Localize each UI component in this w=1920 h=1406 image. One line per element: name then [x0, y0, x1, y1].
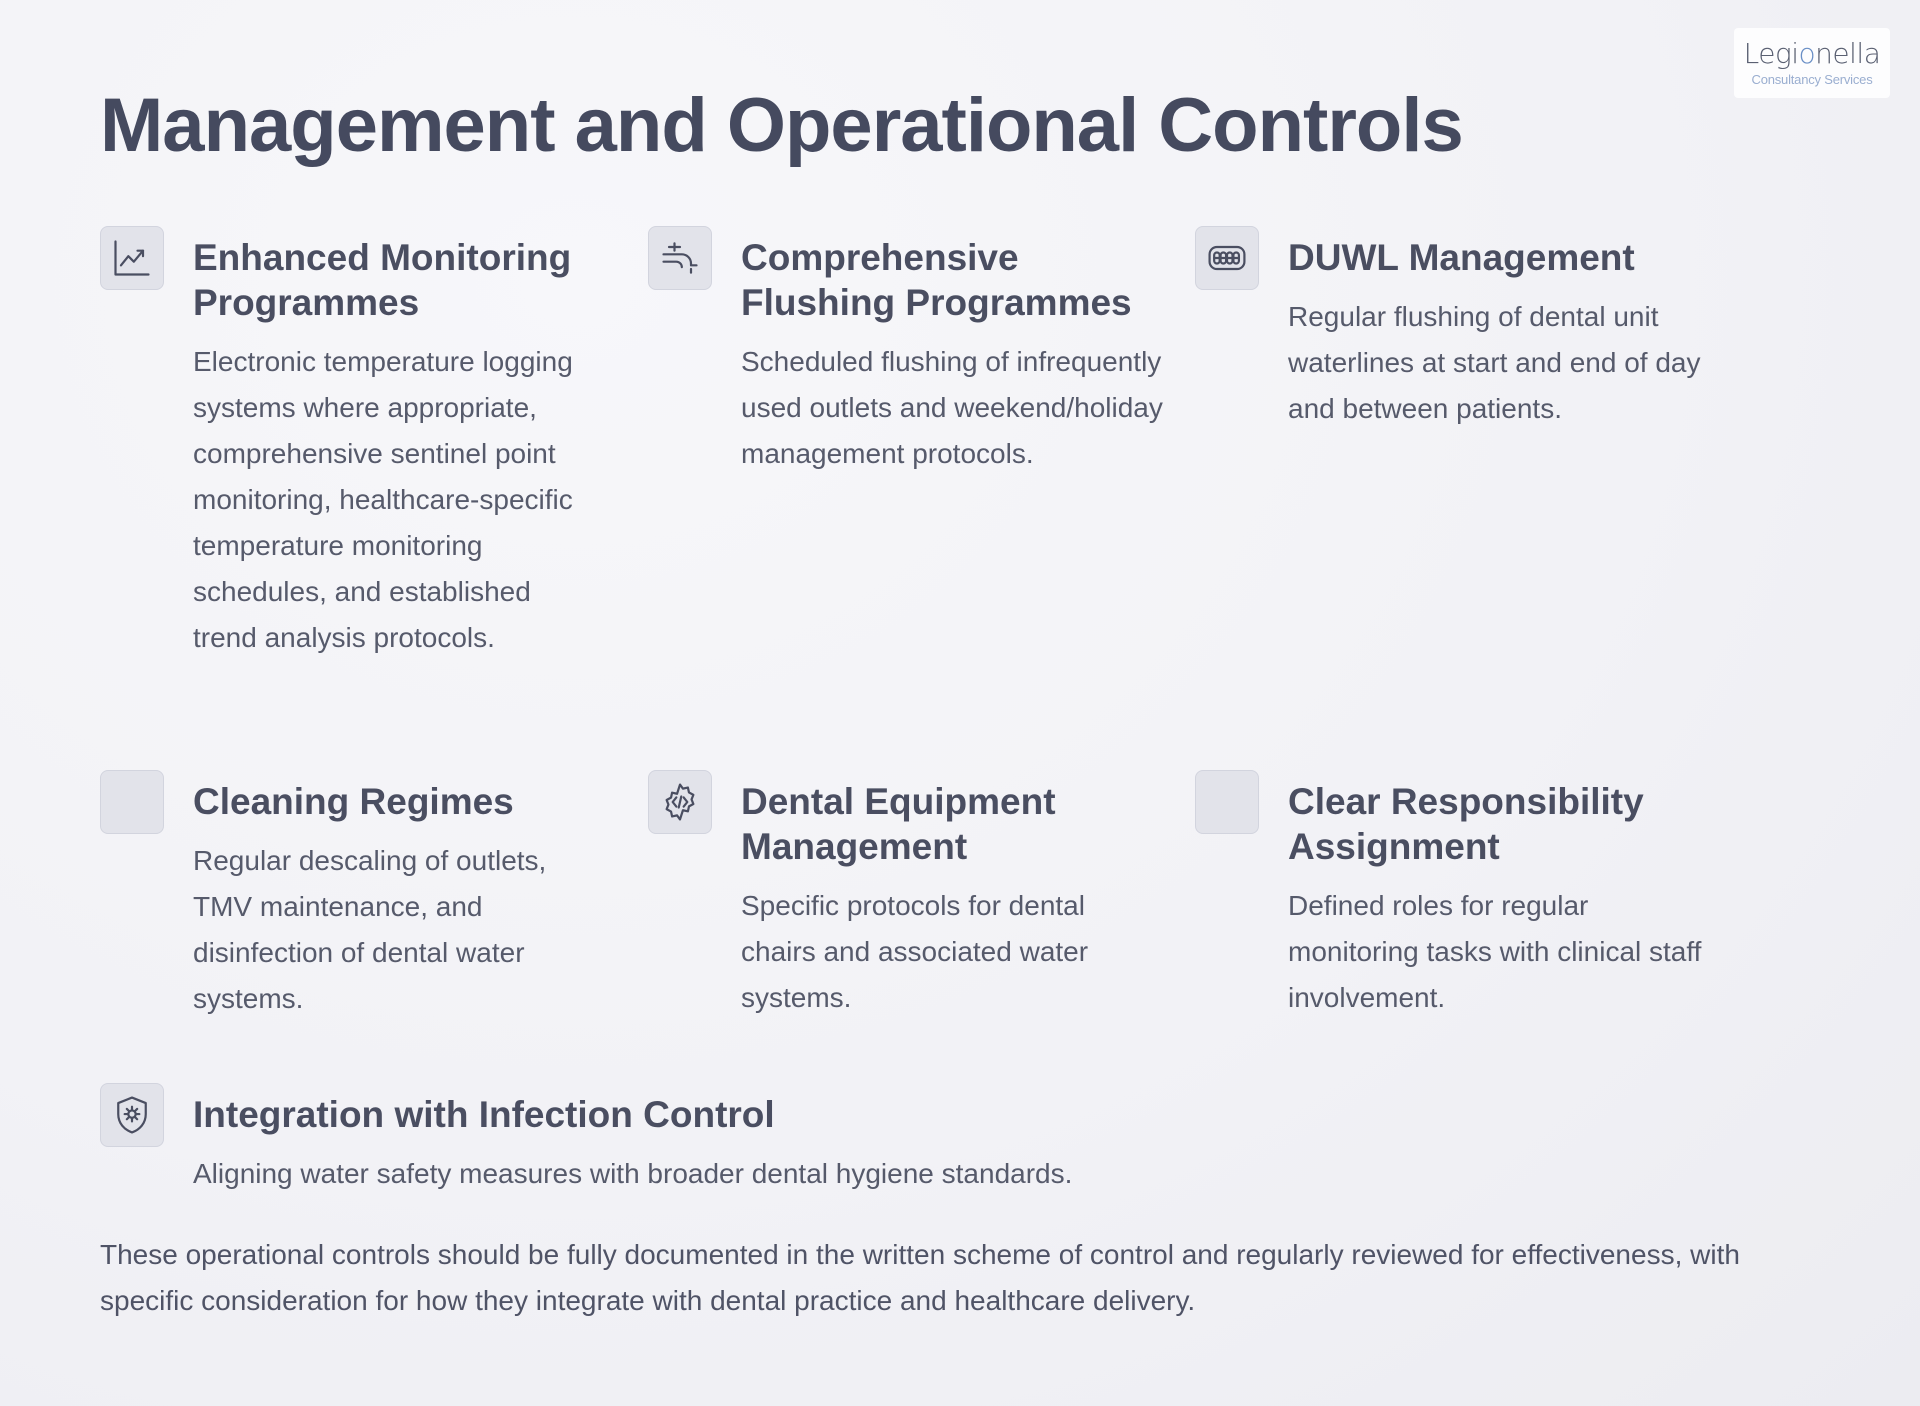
legionella-logo — [1734, 28, 1890, 98]
card-title: DUWL Management — [1288, 237, 1635, 278]
card-duwl-management — [1195, 226, 1715, 432]
card-title: Integration with Infection Control — [193, 1094, 775, 1135]
card-clear-responsibility — [1195, 770, 1715, 1021]
card-description: Specific protocols for dental chairs and associated water systems. — [741, 890, 1089, 1013]
card-dental-equipment — [648, 770, 1148, 1021]
chart-trend-icon — [100, 226, 164, 290]
card-description: Defined roles for regular monitoring tasks with clinical staff involvement. — [1288, 890, 1702, 1013]
card-description: Regular flushing of dental unit waterlines at start and end of day and between patients. — [1288, 301, 1701, 424]
card-description: Electronic temperature logging systems where appropriate, comprehensive sentinel point monitoring, healthcare-specific temperature monitoring schedules, and established trend analysis protocols. — [193, 346, 573, 653]
footer-note: These operational controls should be fully documented in the written scheme of control and regularly reviewed for effectiveness, with specific consideration for how they integrate with dental practice and healthcare delivery. — [100, 1239, 1740, 1316]
card-description: Regular descaling of outlets, TMV maintenance, and disinfection of dental water systems. — [193, 845, 547, 1014]
card-enhanced-monitoring — [100, 226, 600, 661]
dental-unit-icon — [1195, 226, 1259, 290]
card-description: Aligning water safety measures with broader dental hygiene standards. — [193, 1158, 1073, 1189]
page-title: Management and Operational Controls — [100, 83, 1463, 168]
gear-code-icon — [648, 770, 712, 834]
card-title: Cleaning Regimes — [193, 781, 514, 822]
card-description: Scheduled flushing of infrequently used outlets and weekend/holiday management protocols. — [741, 346, 1163, 469]
card-flushing-programmes — [648, 226, 1168, 477]
card-cleaning-regimes — [100, 770, 600, 1022]
card-title: Comprehensive Flushing Programmes — [741, 237, 1132, 323]
logo-wordmark: Legionella — [1743, 36, 1881, 70]
card-infection-control — [100, 1083, 1400, 1197]
faucet-icon — [648, 226, 712, 290]
card-title: Dental Equipment Management — [741, 781, 1056, 867]
blank-icon — [1195, 770, 1259, 834]
card-title: Enhanced Monitoring Programmes — [193, 237, 572, 323]
card-title: Clear Responsibility Assignment — [1288, 781, 1644, 867]
shield-gear-icon — [100, 1083, 164, 1147]
logo-subtitle: Consultancy Services — [1751, 71, 1873, 87]
blank-icon — [100, 770, 164, 834]
